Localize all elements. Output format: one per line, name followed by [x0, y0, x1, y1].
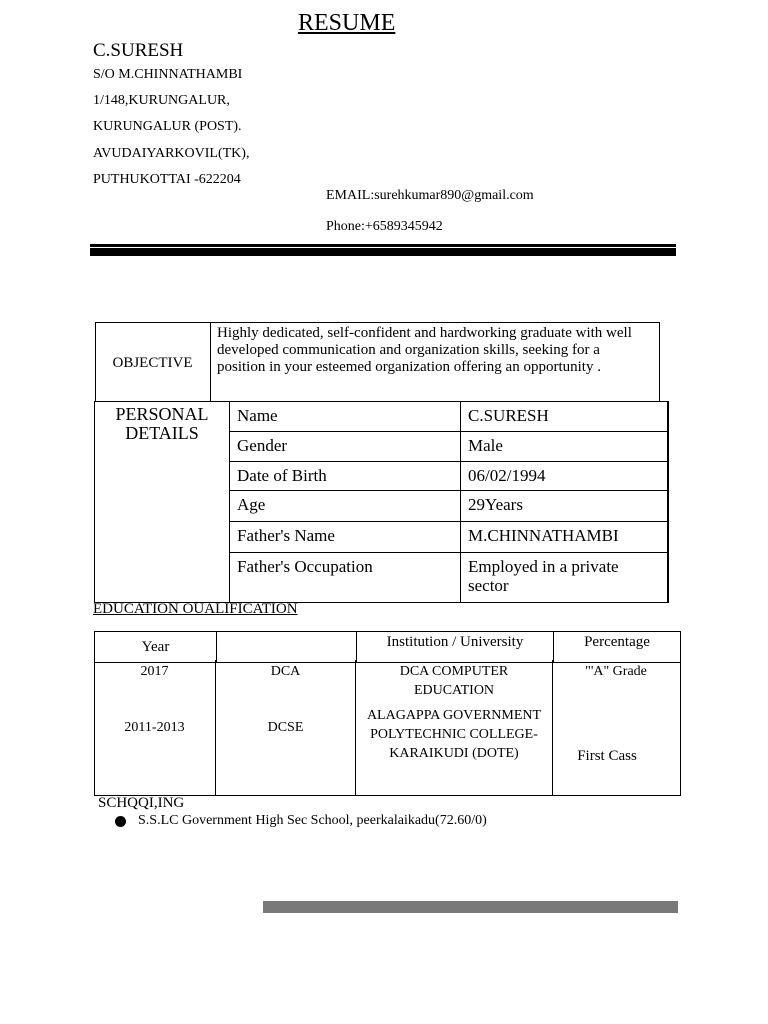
- email-text: EMAIL:surehkumar890@gmail.com: [326, 188, 534, 203]
- objective-divider: [210, 322, 211, 402]
- resume-title: RESUME: [298, 10, 396, 36]
- edu-percentage: First Cass: [577, 748, 637, 764]
- address-line: PUTHUKOTTAI -622204: [93, 172, 241, 187]
- personal-details-table: [229, 401, 668, 603]
- table-row: [230, 552, 668, 602]
- detail-key: Gender: [230, 432, 461, 462]
- candidate-name: C.SURESH: [93, 40, 184, 61]
- bullet-icon: [115, 816, 126, 827]
- personal-details-label: PERSONAL DETAILS: [115, 404, 209, 443]
- table-row: [230, 462, 668, 491]
- header-divider: [90, 244, 676, 256]
- footer-divider: [263, 901, 678, 913]
- edu-course: DCSE: [267, 720, 304, 735]
- education-heading: EDUCATION OUALIFICATION: [93, 601, 298, 617]
- table-row: [230, 432, 668, 462]
- edu-percentage: "'A" Grade: [585, 664, 647, 679]
- column-header-year: Year: [95, 632, 217, 663]
- detail-key: Father's Name: [230, 521, 461, 552]
- column-header-institution: Institution / University: [357, 632, 554, 663]
- schooling-item: S.S.LC Government High Sec School, peerkalaikadu(72.60/0): [138, 813, 487, 828]
- address-line: S/O M.CHINNATHAMBI: [93, 67, 243, 82]
- address-line: 1/148,KURUNGALUR,: [93, 93, 230, 108]
- detail-key: Name: [230, 402, 461, 432]
- table-row: [230, 491, 668, 521]
- edu-institution: ALAGAPPA GOVERNMENT POLYTECHNIC COLLEGE-KARAIKUDI (DOTE): [366, 708, 542, 761]
- detail-value: 29Years: [461, 491, 668, 521]
- edu-year: 2011-2013: [124, 720, 185, 735]
- table-row: [230, 402, 668, 432]
- table-row: [95, 632, 681, 663]
- detail-key: Father's Occupation: [230, 552, 461, 602]
- education-table-header: [94, 631, 681, 663]
- edu-year: 2017: [140, 664, 169, 679]
- detail-value: C.SURESH: [461, 402, 668, 432]
- column-header-percentage: Percentage: [554, 632, 681, 663]
- schooling-heading: SCHQQI,ING: [98, 795, 185, 811]
- address-line: AVUDAIYARKOVIL(TK),: [93, 146, 250, 161]
- detail-value: Employed in a private sector: [461, 552, 668, 602]
- edu-course: DCA: [270, 664, 301, 679]
- detail-key: Age: [230, 491, 461, 521]
- detail-value: 06/02/1994: [461, 462, 668, 491]
- address-line: KURUNGALUR (POST).: [93, 119, 242, 134]
- detail-key: Date of Birth: [230, 462, 461, 491]
- objective-label: OBJECTIVE: [112, 355, 193, 371]
- column-header-course: [217, 632, 357, 663]
- edu-institution: DCA COMPUTER EDUCATION: [399, 664, 509, 698]
- table-row: [230, 521, 668, 552]
- detail-value: M.CHINNATHAMBI: [461, 521, 668, 552]
- detail-value: Male: [461, 432, 668, 462]
- phone-text: Phone:+6589345942: [326, 219, 443, 234]
- objective-text: Highly dedicated, self-confident and hardworking graduate with well developed communication and organization skills, seeking for a position in your esteemed organization offering an opportunity .: [217, 325, 632, 375]
